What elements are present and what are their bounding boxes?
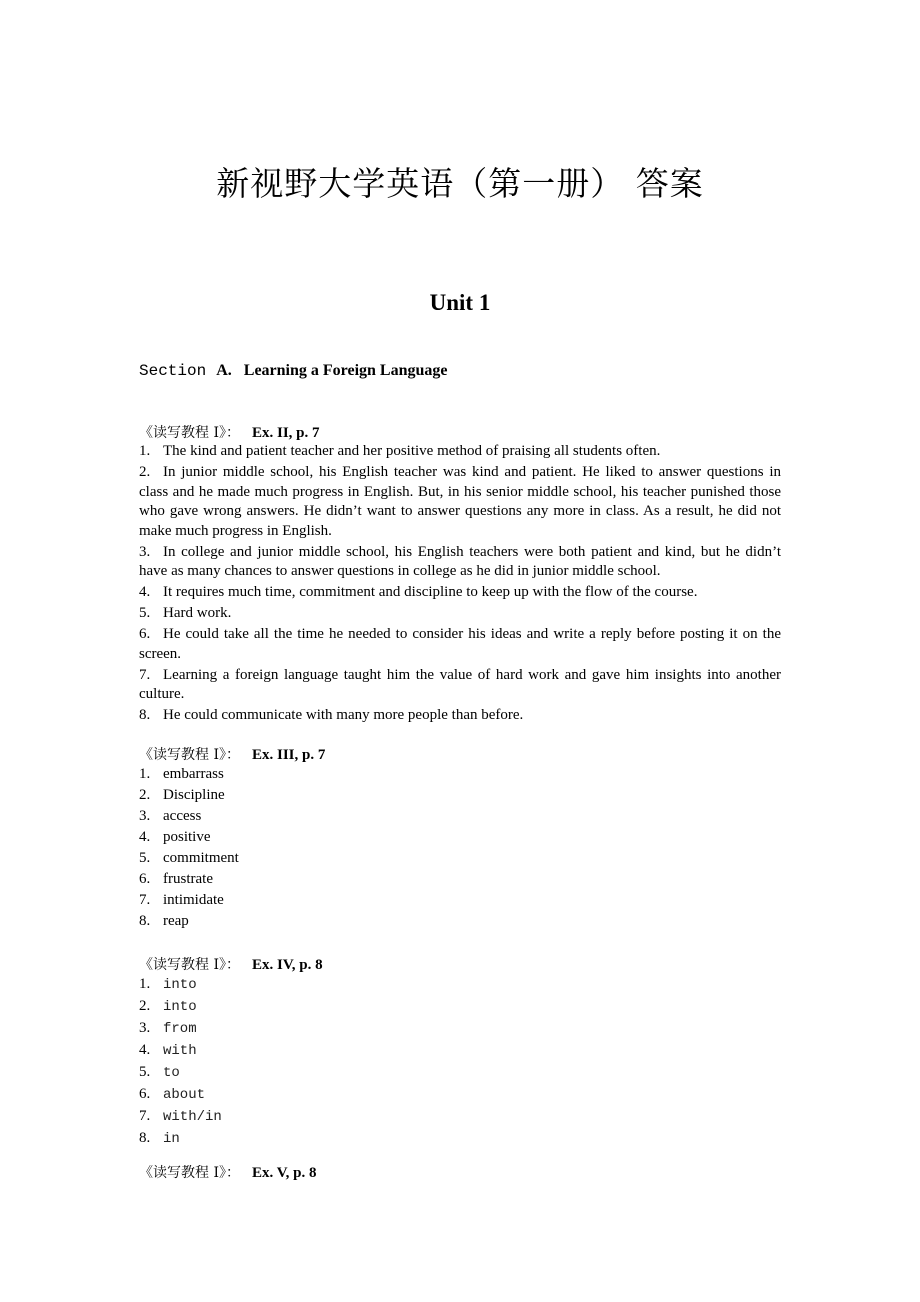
section-heading [139,362,448,380]
exercise-book: 《读写教程 I》： [139,957,240,973]
answer-word: to [163,1065,180,1081]
list-item: 4. It requires much time, commitment and discipline to keep up with the flow of the course. [139,584,698,600]
answer-text: In junior middle school, his English teacher was kind and patient. He liked to answer questions in class and he made much progress in English. But, in his senior middle school, his teacher punished those who gave wrong answers. He didn’t want to answer questions any more in class. As a result, he did not make much progress in English. [139,464,781,539]
exercise-ref: Ex. IV, p. 8 [251,957,323,973]
list-item: 1. embarrass [139,766,224,782]
answer-word: access [163,808,202,824]
exercise-book: 《读写教程 I》： [139,747,240,763]
exercise-heading-ex2 [139,422,320,442]
answer-word: into [163,999,197,1015]
exercise-book: 《读写教程 I》： [139,425,240,441]
answer-word: embarrass [163,766,224,782]
list-item: 2. In junior middle school, his English teacher was kind and patient. He liked to answer questions in class and he made much progress in English. But, in his senior middle school, his teacher punished those who gave wrong answers. He didn’t want to answer questions any more in class. As a result, he did not make much progress in English. [139,464,781,539]
answer-word: intimidate [163,892,224,908]
list-item: 7. Learning a foreign language taught him the value of hard work and gave him insights into another culture. [139,666,781,702]
section-name: Learning a Foreign Language [243,362,448,379]
answer-word: into [163,977,197,993]
list-item: 3. In college and junior middle school, his English teachers were both patient and kind, but he didn’t have as many chances to answer questions in college as he did in junior middle school. [139,543,781,579]
list-item: 6. about [139,1086,206,1103]
document-title: 新视野大学英语（第一册） 答案 [216,164,704,203]
list-item: 5. commitment [139,850,239,866]
answer-word: positive [163,829,211,845]
list-item: 6. frustrate [139,871,213,887]
exercise-heading-ex5 [139,1162,316,1182]
unit-title: Unit 1 [429,290,491,315]
list-item: 6. He could take all the time he needed to consider his ideas and write a reply before posting it on the screen. [139,626,781,662]
list-item: 2. Discipline [139,787,225,803]
exercise-ref: Ex. V, p. 8 [251,1165,317,1181]
exercise-ref: Ex. II, p. 7 [251,425,320,441]
answer-word: Discipline [163,787,225,803]
answer-word: frustrate [163,871,213,887]
list-item: 8. in [139,1130,180,1147]
answer-text: He could take all the time he needed to consider his ideas and write a reply before posting it on the screen. [139,626,781,662]
answer-text: He could communicate with many more people than before. [163,707,524,723]
list-item: 5. to [139,1064,180,1081]
answer-word: commitment [163,850,239,866]
exercise-ref: Ex. III, p. 7 [251,747,326,763]
exercise-heading-ex4 [139,954,323,974]
list-item: 8. He could communicate with many more people than before. [139,707,524,723]
list-item: 8. reap [139,913,189,929]
answer-list-ex2 [139,442,781,727]
answer-list-ex3 [139,764,239,932]
answer-text: It requires much time, commitment and discipline to keep up with the flow of the course. [163,584,698,600]
answer-word: reap [163,913,189,929]
list-item: 1. The kind and patient teacher and her positive method of praising all students often. [139,443,661,459]
list-item: 4. with [139,1042,197,1059]
answer-text: The kind and patient teacher and her positive method of praising all students often. [163,443,661,459]
list-item: 5. Hard work. [139,605,232,621]
section-label: Section [139,362,207,380]
answer-text: Learning a foreign language taught him the value of hard work and gave him insights into another culture. [139,666,781,702]
answer-list-ex4 [139,974,222,1150]
answer-text: Hard work. [163,605,232,621]
answer-word: about [163,1087,206,1103]
answer-text: In college and junior middle school, his English teachers were both patient and kind, but he didn’t have as many chances to answer questions in college as he did in junior middle school. [139,543,781,579]
list-item: 1. into [139,976,197,993]
list-item: 7. intimidate [139,892,224,908]
list-item: 4. positive [139,829,211,845]
exercise-heading-ex3 [139,744,325,764]
list-item: 2. into [139,998,197,1015]
list-item: 7. with/in [139,1108,222,1125]
answer-word: from [163,1021,197,1037]
list-item: 3. access [139,808,202,824]
list-item: 3. from [139,1020,197,1037]
answer-word: in [163,1131,180,1147]
exercise-book: 《读写教程 I》： [139,1165,240,1181]
section-letter: A. [216,362,232,379]
answer-word: with/in [163,1109,222,1125]
answer-word: with [163,1043,197,1059]
